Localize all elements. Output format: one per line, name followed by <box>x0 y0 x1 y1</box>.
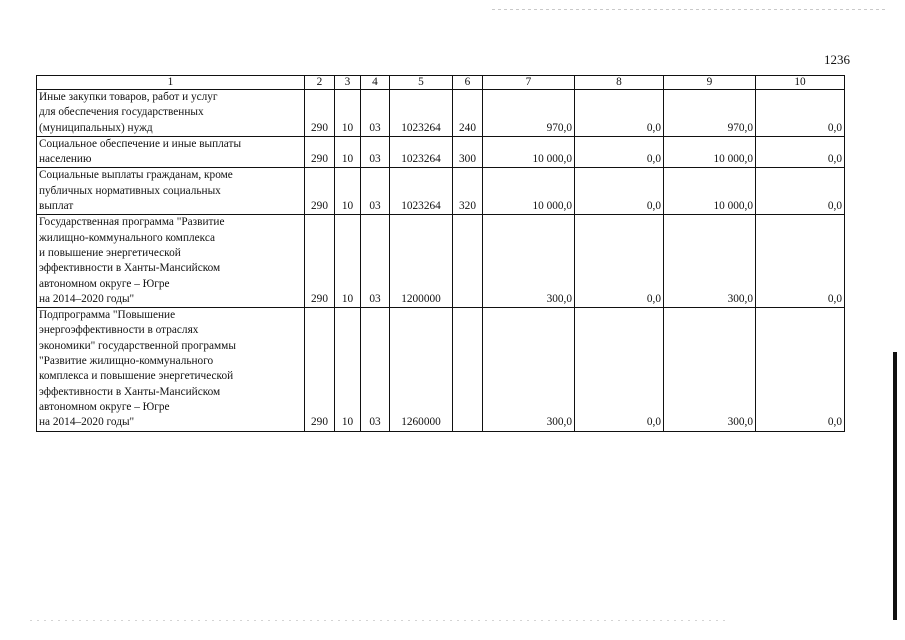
row-cell: 1200000 <box>390 215 453 308</box>
row-cell: 0,0 <box>756 215 845 308</box>
header-cell-4: 4 <box>361 76 390 90</box>
table-row <box>37 308 845 431</box>
row-cell: 0,0 <box>575 308 664 431</box>
row-cell: 1260000 <box>390 308 453 431</box>
row-cell: 03 <box>361 215 390 308</box>
header-cell-10: 10 <box>756 76 845 90</box>
row-name-cell: Подпрограмма "Повышение энергоэффективности в отраслях экономики" государственной программы "Развитие жилищно-коммунального комплекса и повышение энергетической эффективности в Ханты-Мансийском автономном округе – Югре на 2014–2020 годы" <box>37 308 305 431</box>
row-cell: 290 <box>305 136 335 168</box>
row-cell: 970,0 <box>664 90 756 137</box>
row-cell: 300,0 <box>483 215 575 308</box>
table-header-row <box>37 76 845 90</box>
row-cell: 0,0 <box>756 90 845 137</box>
row-cell: 300 <box>453 136 483 168</box>
row-cell: 290 <box>305 168 335 215</box>
header-cell-3: 3 <box>335 76 361 90</box>
row-name-cell: Социальные выплаты гражданам, кроме публичных нормативных социальных выплат <box>37 168 305 215</box>
header-cell-6: 6 <box>453 76 483 90</box>
row-cell: 03 <box>361 168 390 215</box>
table-row <box>37 90 845 137</box>
row-cell: 10 <box>335 136 361 168</box>
header-cell-1: 1 <box>37 76 305 90</box>
row-name-cell: Социальное обеспечение и иные выплаты населению <box>37 136 305 168</box>
header-cell-5: 5 <box>390 76 453 90</box>
row-cell: 10 000,0 <box>483 168 575 215</box>
scan-artifact-top <box>492 9 887 10</box>
row-cell: 1023264 <box>390 168 453 215</box>
row-cell: 0,0 <box>575 136 664 168</box>
row-cell: 03 <box>361 90 390 137</box>
table-row <box>37 136 845 168</box>
row-cell: 10 <box>335 308 361 431</box>
row-cell: 300,0 <box>664 308 756 431</box>
row-name-cell: Иные закупки товаров, работ и услуг для обеспечения государственных (муниципальных) нужд <box>37 90 305 137</box>
row-cell: 10 000,0 <box>664 136 756 168</box>
row-cell: 240 <box>453 90 483 137</box>
row-cell: 290 <box>305 308 335 431</box>
row-cell: 290 <box>305 215 335 308</box>
row-cell: 300,0 <box>483 308 575 431</box>
row-name-cell: Государственная программа "Развитие жилищно-коммунального комплекса и повышение энергетической эффективности в Ханты-Мансийском автономном округе – Югре на 2014–2020 годы" <box>37 215 305 308</box>
header-cell-9: 9 <box>664 76 756 90</box>
header-cell-8: 8 <box>575 76 664 90</box>
row-cell: 10 <box>335 168 361 215</box>
row-cell <box>453 308 483 431</box>
row-cell: 03 <box>361 136 390 168</box>
header-cell-2: 2 <box>305 76 335 90</box>
header-cell-7: 7 <box>483 76 575 90</box>
row-cell: 300,0 <box>664 215 756 308</box>
row-cell: 970,0 <box>483 90 575 137</box>
page-number: 1236 <box>824 52 850 67</box>
row-cell: 0,0 <box>575 215 664 308</box>
row-cell: 320 <box>453 168 483 215</box>
row-cell: 0,0 <box>756 136 845 168</box>
row-cell: 0,0 <box>756 168 845 215</box>
row-cell: 0,0 <box>575 90 664 137</box>
row-cell: 10 000,0 <box>664 168 756 215</box>
table-row <box>37 168 845 215</box>
row-cell: 10 <box>335 90 361 137</box>
table-row <box>37 215 845 308</box>
row-cell: 1023264 <box>390 90 453 137</box>
row-cell <box>453 215 483 308</box>
row-cell: 290 <box>305 90 335 137</box>
row-cell: 10 <box>335 215 361 308</box>
row-cell: 10 000,0 <box>483 136 575 168</box>
budget-table <box>36 75 845 432</box>
row-cell: 0,0 <box>575 168 664 215</box>
scan-artifact-bottom <box>30 620 730 621</box>
row-cell: 0,0 <box>756 308 845 431</box>
scan-edge-mark <box>893 352 897 620</box>
row-cell: 03 <box>361 308 390 431</box>
row-cell: 1023264 <box>390 136 453 168</box>
